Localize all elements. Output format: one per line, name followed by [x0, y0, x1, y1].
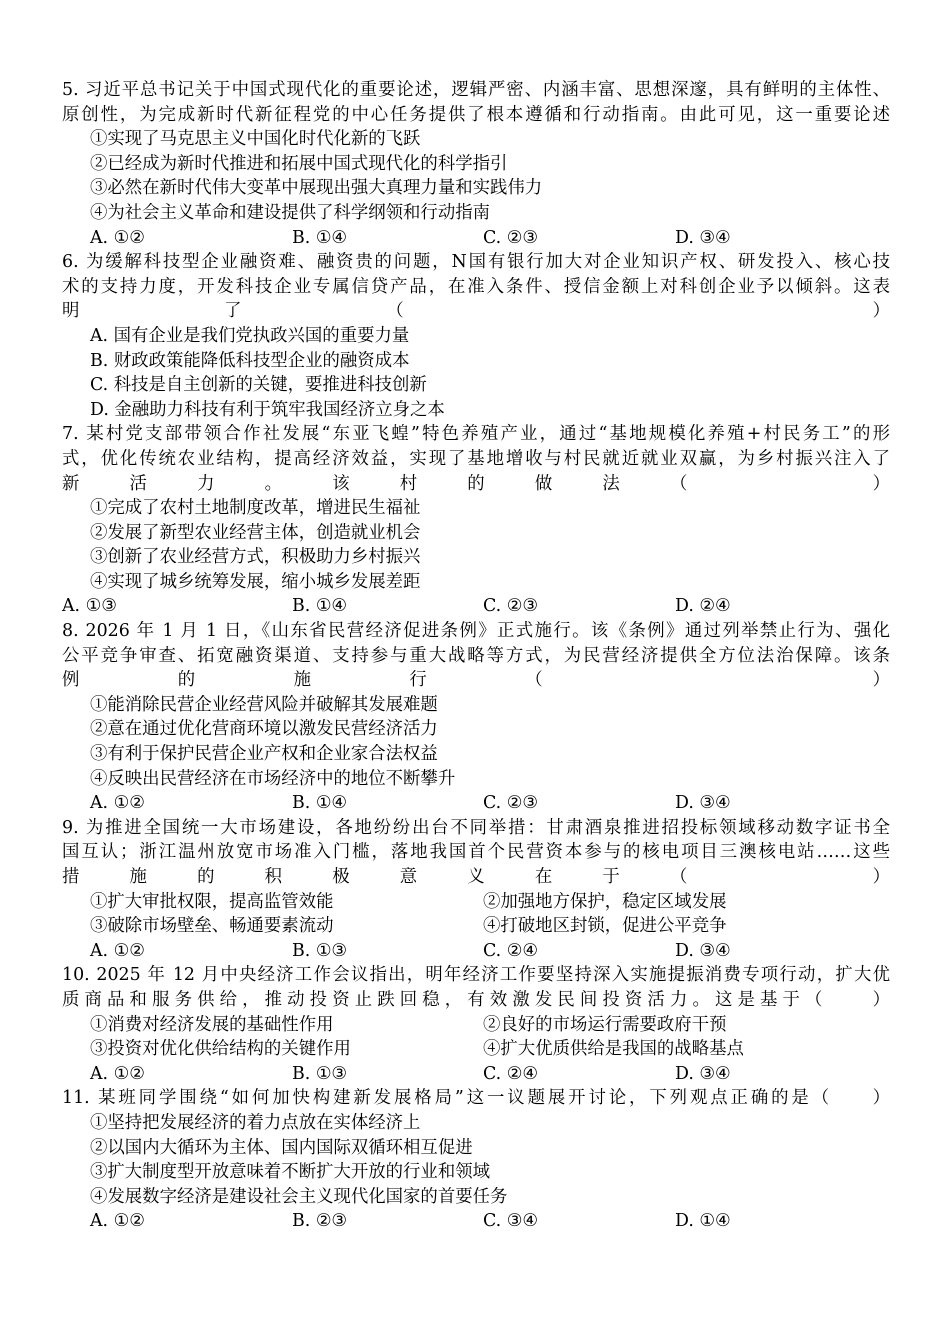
- question-7: [62, 422, 890, 619]
- answer-option: ②良好的市场运行需要政府干预: [483, 1014, 727, 1035]
- choice-a: A. ①②: [90, 1063, 145, 1084]
- choice-b: B. ①④: [292, 227, 348, 248]
- choice-d: D. ①④: [675, 1211, 731, 1232]
- answer-option: A. 国有企业是我们党执政兴国的重要力量: [90, 325, 410, 346]
- choice-b: B. ②③: [292, 1211, 348, 1232]
- answer-option: ④发展数字经济是建设社会主义现代化国家的首要任务: [90, 1186, 508, 1207]
- choice-d: D. ③④: [675, 1063, 731, 1084]
- question-stem-line: 7. 某村党支部带领合作社发展“东亚飞蝗”特色养殖产业，通过“基地规模化养殖+村民务工”的形: [62, 424, 890, 445]
- choice-row: [62, 1209, 890, 1234]
- answer-option: ②以国内大循环为主体、国内国际双循环相互促进: [90, 1137, 473, 1158]
- question-10: [62, 963, 890, 1086]
- answer-option: ③创新了农业经营方式，积极助力乡村振兴: [90, 547, 421, 568]
- answer-option-row: [62, 1037, 890, 1062]
- question-6: [62, 250, 890, 422]
- answer-option-row: [62, 914, 890, 939]
- question-stem-line: 公平竞争审查、拓宽融资渠道、支持参与重大战略等方式，为民营经济提供全方位法治保障。该条: [62, 645, 890, 666]
- question-stem-line: 术的支持力度，开发科技企业专属信贷产品，在准入条件、授信金额上对科创企业予以倾斜。这表: [62, 276, 890, 297]
- exam-page: [62, 78, 890, 1234]
- choice-d: D. ③④: [675, 227, 731, 248]
- choice-a: A. ①②: [90, 227, 145, 248]
- question-stem-line: 10. 2025 年 12 月中央经济工作会议指出，明年经济工作要坚持深入实施提振消费专项行动，扩大优: [62, 965, 890, 986]
- question-9: [62, 816, 890, 964]
- choice-row: [62, 939, 890, 964]
- answer-option: ③有利于保护民营企业产权和企业家合法权益: [90, 744, 438, 765]
- choice-c: C. ②③: [483, 596, 538, 617]
- choice-c: C. ③④: [483, 1211, 538, 1232]
- answer-option: ③投资对优化供给结构的关键作用: [90, 1039, 351, 1060]
- choice-c: C. ②④: [483, 940, 538, 961]
- choice-a: A. ①③: [62, 596, 117, 617]
- answer-option: ②意在通过优化营商环境以激发民营经济活力: [90, 719, 438, 740]
- choice-row: [62, 1062, 890, 1087]
- choice-a: A. ①②: [90, 940, 145, 961]
- question-11: [62, 1086, 890, 1234]
- question-stem-line: 8. 2026 年 1 月 1 日，《山东省民营经济促进条例》正式施行。该《条例》通过列举禁止行为、强化: [62, 621, 890, 642]
- question-stem-line: 9. 为推进全国统一大市场建设，各地纷纷出台不同举措：甘肃酒泉推进招投标领域移动数字证书全: [62, 817, 890, 838]
- answer-option: ③必然在新时代伟大变革中展现出强大真理力量和实践伟力: [90, 178, 543, 199]
- answer-option: ①能消除民营企业经营风险并破解其发展难题: [90, 694, 438, 715]
- answer-option: ④打破地区封锁，促进公平竞争: [483, 916, 727, 937]
- choice-row: [62, 791, 890, 816]
- choice-c: C. ②④: [483, 1063, 538, 1084]
- question-stem-line: 国互认；浙江温州放宽市场准入门槛，落地我国首个民营资本参与的核电项目三澳核电站……这些: [62, 842, 890, 863]
- question-8: [62, 619, 890, 816]
- question-stem-line: 质商品和服务供给，推动投资止跌回稳，有效激发民间投资活力。这是基于（ ）: [62, 989, 890, 1010]
- answer-option: ①坚持把发展经济的着力点放在实体经济上: [90, 1112, 421, 1133]
- answer-option-row: [62, 1013, 890, 1038]
- question-stem-line: 新活力。该村的做法（ ）: [62, 473, 890, 494]
- choice-b: B. ①③: [292, 1063, 348, 1084]
- question-stem-line: 5. 习近平总书记关于中国式现代化的重要论述，逻辑严密、内涵丰富、思想深邃，具有鲜明的主体性、: [62, 80, 890, 100]
- choice-row: [62, 226, 890, 251]
- answer-option: ①实现了马克思主义中国化时代化新的飞跃: [90, 129, 421, 150]
- answer-option: ③扩大制度型开放意味着不断扩大开放的行业和领域: [90, 1162, 490, 1183]
- answer-option: ④为社会主义革命和建设提供了科学纲领和行动指南: [90, 202, 490, 223]
- answer-option: ②加强地方保护，稳定区域发展: [483, 891, 727, 912]
- question-stem-line: 措施的积极意义在于（ ）: [62, 867, 890, 887]
- answer-option: ①消费对经济发展的基础性作用: [90, 1014, 334, 1035]
- answer-option-row: [62, 890, 890, 915]
- answer-option: ④实现了城乡统筹发展，缩小城乡发展差距: [90, 571, 421, 592]
- question-stem-line: 例的施行（ ）: [62, 670, 890, 691]
- answer-option: ②已经成为新时代推进和拓展中国式现代化的科学指引: [90, 153, 508, 174]
- question-stem-line: 明了（ ）: [62, 301, 890, 322]
- answer-option: D. 金融助力科技有利于筑牢我国经济立身之本: [90, 399, 445, 420]
- answer-option: ②发展了新型农业经营主体，创造就业机会: [90, 522, 421, 543]
- choice-c: C. ②③: [483, 793, 538, 814]
- answer-option: ④扩大优质供给是我国的战略基点: [483, 1039, 744, 1060]
- answer-option: ④反映出民营经济在市场经济中的地位不断攀升: [90, 768, 456, 789]
- choice-row: [62, 594, 890, 619]
- answer-option: ③破除市场壁垒、畅通要素流动: [90, 916, 334, 937]
- choice-b: B. ①④: [292, 793, 348, 814]
- choice-d: D. ③④: [675, 940, 731, 961]
- choice-d: D. ③④: [675, 793, 731, 814]
- answer-option: C. 科技是自主创新的关键，要推进科技创新: [90, 375, 427, 396]
- question-5: [62, 78, 890, 250]
- answer-option: B. 财政政策能降低科技型企业的融资成本: [90, 350, 410, 371]
- choice-c: C. ②③: [483, 227, 538, 248]
- question-stem-line: 式，优化传统农业结构，提高经济效益，实现了基地增收与村民就近就业双赢，为乡村振兴注入了: [62, 448, 890, 469]
- answer-option: ①扩大审批权限，提高监管效能: [90, 891, 334, 912]
- choice-a: A. ①②: [90, 1211, 145, 1232]
- choice-a: A. ①②: [90, 793, 145, 814]
- choice-b: B. ①③: [292, 940, 348, 961]
- question-stem-line: 6. 为缓解科技型企业融资难、融资贵的问题，N国有银行加大对企业知识产权、研发投入、核心技: [62, 252, 890, 273]
- answer-option: ①完成了农村土地制度改革，增进民生福祉: [90, 498, 421, 519]
- question-stem-line: 原创性，为完成新时代新征程党的中心任务提供了根本遵循和行动指南。由此可见，这一重要论述: [62, 104, 890, 125]
- question-stem-line: 11. 某班同学围绕“如何加快构建新发展格局”这一议题展开讨论，下列观点正确的是（ ）: [62, 1088, 890, 1109]
- choice-b: B. ①④: [292, 596, 348, 617]
- choice-d: D. ②④: [675, 596, 731, 617]
